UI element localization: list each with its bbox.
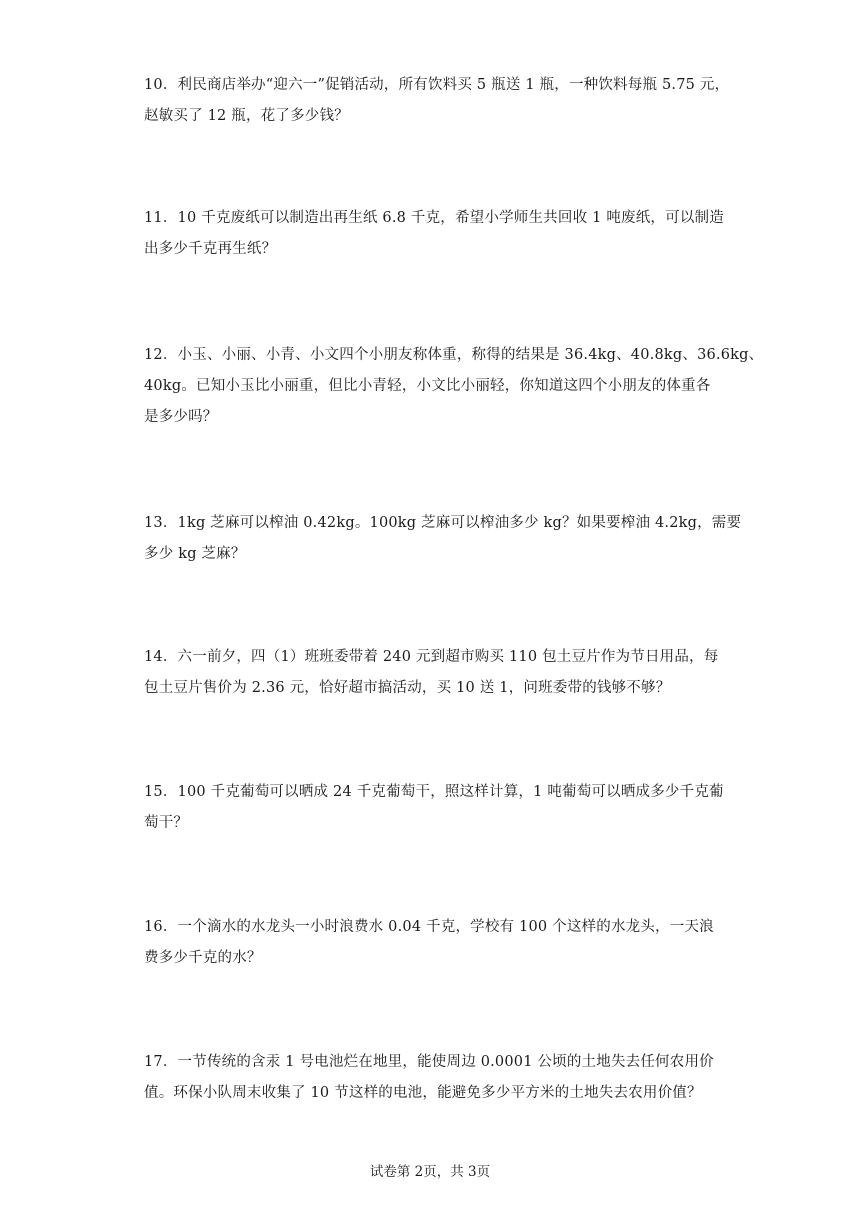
- question-11: [144, 203, 724, 265]
- question-10: [144, 70, 730, 132]
- question-12: [144, 340, 764, 433]
- question-14-line-2: 包土豆片售价为 2.36 元，恰好超市搞活动，买 10 送 1，问班委带的钱够不够？: [144, 680, 671, 696]
- page-number-label: 试卷第 2页，共 3页: [369, 1164, 491, 1180]
- question-13: [144, 508, 742, 570]
- question-13-line-1: 13．1kg 芝麻可以榨油 0.42kg。100kg 芝麻可以榨油多少 kg？如果要榨油 4.2kg，需要: [144, 515, 742, 531]
- question-16-line-1: 16．一个滴水的水龙头一小时浪费水 0.04 千克，学校有 100 个这样的水龙头，一天浪: [144, 919, 714, 935]
- question-17-line-2: 值。环保小队周末收集了 10 节这样的电池，能避免多少平方米的土地失去农用价值？: [144, 1085, 702, 1101]
- question-12-line-1: 12．小玉、小丽、小青、小文四个小朋友称体重，称得的结果是 36.4kg、40.8kg、36.6kg、: [144, 347, 764, 363]
- question-17-line-1: 17．一节传统的含汞 1 号电池烂在地里，能使周边 0.0001 公顷的土地失去任何农用价: [144, 1054, 714, 1070]
- question-17: [144, 1047, 724, 1109]
- question-14-line-1: 14．六一前夕，四（1）班班委带着 240 元到超市购买 110 包土豆片作为节日用品，每: [144, 649, 719, 665]
- question-16: [144, 912, 724, 974]
- page-footer: [0, 1162, 860, 1182]
- question-12-line-2: 40kg。已知小玉比小丽重，但比小青轻，小文比小丽轻，你知道这四个小朋友的体重各: [144, 378, 711, 394]
- question-10-line-1: 10．利民商店举办“迎六一”促销活动，所有饮料买 5 瓶送 1 瓶，一种饮料每瓶 5.75 元，: [144, 77, 730, 93]
- question-12-line-3: 是多少吗？: [144, 409, 218, 425]
- question-11-line-2: 出多少千克再生纸？: [144, 241, 277, 257]
- question-11-line-1: 11．10 千克废纸可以制造出再生纸 6.8 千克，希望小学师生共回收 1 吨废纸，可以制造: [144, 210, 724, 226]
- question-10-line-2: 赵敏买了 12 瓶，花了多少钱？: [144, 108, 349, 124]
- question-14: [144, 642, 724, 704]
- question-16-line-2: 费多少千克的水？: [144, 950, 262, 966]
- question-15: [144, 777, 724, 839]
- question-13-line-2: 多少 kg 芝麻？: [144, 546, 246, 562]
- question-15-line-1: 15．100 千克葡萄可以晒成 24 千克葡萄干，照这样计算，1 吨葡萄可以晒成多少千克葡: [144, 784, 724, 800]
- question-15-line-2: 萄干？: [144, 815, 189, 831]
